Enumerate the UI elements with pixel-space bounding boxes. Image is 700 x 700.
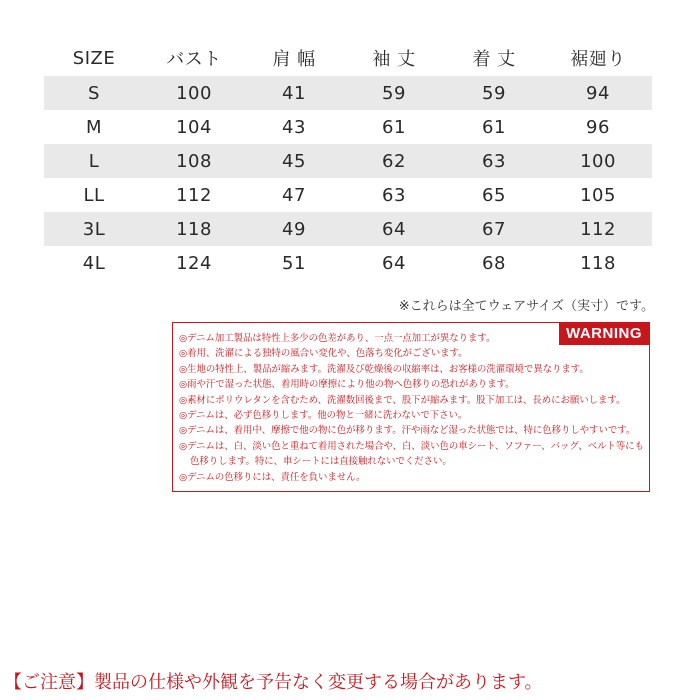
warning-line: ◎デニム加工製品は特性上多少の色差があり、一点一点加工が異なります。 bbox=[179, 333, 496, 344]
table-cell: 100 bbox=[580, 150, 616, 172]
table-cell: 94 bbox=[586, 82, 610, 104]
table-cell: 47 bbox=[282, 184, 306, 206]
table-cell: 3L bbox=[82, 218, 106, 240]
header-hem: 裾廻り bbox=[570, 49, 626, 70]
table-cell: 67 bbox=[482, 218, 506, 240]
table-row bbox=[44, 178, 652, 212]
table-cell: 43 bbox=[282, 116, 306, 138]
table-row bbox=[44, 144, 652, 178]
size-table bbox=[44, 40, 652, 280]
table-cell: 41 bbox=[282, 82, 306, 104]
table-cell: 118 bbox=[176, 218, 212, 240]
table-row bbox=[44, 110, 652, 144]
header-size: SIZE bbox=[72, 47, 116, 69]
table-cell: 63 bbox=[482, 150, 506, 172]
table-cell: 49 bbox=[282, 218, 306, 240]
table-cell: 105 bbox=[580, 184, 616, 206]
table-cell: 4L bbox=[82, 252, 106, 274]
table-cell: 100 bbox=[176, 82, 212, 104]
table-cell: 45 bbox=[282, 150, 306, 172]
table-cell: 108 bbox=[176, 150, 212, 172]
warning-badge: WARNING bbox=[559, 323, 649, 345]
table-cell: LL bbox=[83, 184, 105, 206]
warning-line: ◎雨や汗で湿った状態、着用時の摩擦により他の物へ色移りの恐れがあります。 bbox=[179, 379, 515, 391]
header-bust: バスト bbox=[166, 49, 222, 70]
table-cell: 112 bbox=[176, 184, 212, 206]
table-cell: 64 bbox=[382, 252, 406, 274]
header-sleeve: 袖 丈 bbox=[372, 49, 416, 70]
table-cell: 118 bbox=[580, 252, 616, 274]
table-cell: 65 bbox=[482, 184, 506, 206]
table-cell: 68 bbox=[482, 252, 506, 274]
table-cell: 64 bbox=[382, 218, 406, 240]
table-row bbox=[44, 212, 652, 246]
warning-line: 色移りします。特に、車シートには直接触れないでください。 bbox=[190, 456, 452, 468]
table-cell: M bbox=[85, 116, 103, 138]
header-shoulder: 肩 幅 bbox=[272, 49, 316, 70]
table-cell: 51 bbox=[282, 252, 306, 274]
table-cell: 61 bbox=[382, 116, 406, 138]
warning-line: ◎デニムの色移りには、責任を負いません。 bbox=[179, 471, 366, 483]
warning-line: ◎着用、洗濯による独特の風合い変化や、色落ち変化がございます。 bbox=[179, 348, 468, 360]
warning-line: ◎デニムは、着用中、摩擦で他の物に色が移ります。汗や雨など湿った状態では、特に色移りしやすいです。 bbox=[179, 425, 636, 437]
warning-box bbox=[172, 322, 650, 492]
table-cell: 61 bbox=[482, 116, 506, 138]
table-row bbox=[44, 76, 652, 110]
table-cell: 63 bbox=[382, 184, 406, 206]
table-header-row bbox=[44, 40, 652, 76]
warning-line: ◎デニムは、必ず色移りします。他の物と一緒に洗わないで下さい。 bbox=[179, 410, 468, 422]
table-cell: 124 bbox=[176, 252, 212, 274]
table-cell: 96 bbox=[586, 116, 610, 138]
table-cell: 104 bbox=[176, 116, 212, 138]
warning-line: ◎素材にポリウレタンを含むため、洗濯数回後まで、股下が縮みます。股下加工は、長めにお願いします。 bbox=[179, 394, 626, 406]
table-cell: 112 bbox=[580, 218, 616, 240]
header-length: 着 丈 bbox=[472, 49, 516, 70]
table-row bbox=[44, 246, 652, 280]
warning-line: ◎生地の特性上、製品が縮みます。洗濯及び乾燥後の収縮率は、お客様の洗濯環境で異なります。 bbox=[179, 363, 589, 375]
table-cell: 62 bbox=[382, 150, 406, 172]
table-cell: 59 bbox=[482, 82, 506, 104]
size-note: ※これらは全てウェアサイズ（実寸）です。 bbox=[398, 299, 654, 314]
table-cell: 59 bbox=[382, 82, 406, 104]
table-cell: S bbox=[88, 82, 100, 104]
table-cell: L bbox=[88, 150, 100, 172]
warning-line: ◎デニムは、白、淡い色と重ねて着用された場合や、白、淡い色の車シート、ソファー、バッグ、ベルト等にも bbox=[179, 440, 644, 452]
footer-notice: 【ご注意】製品の仕様や外観を予告なく変更する場合があります。 bbox=[4, 672, 543, 693]
warning-lines bbox=[179, 331, 645, 485]
